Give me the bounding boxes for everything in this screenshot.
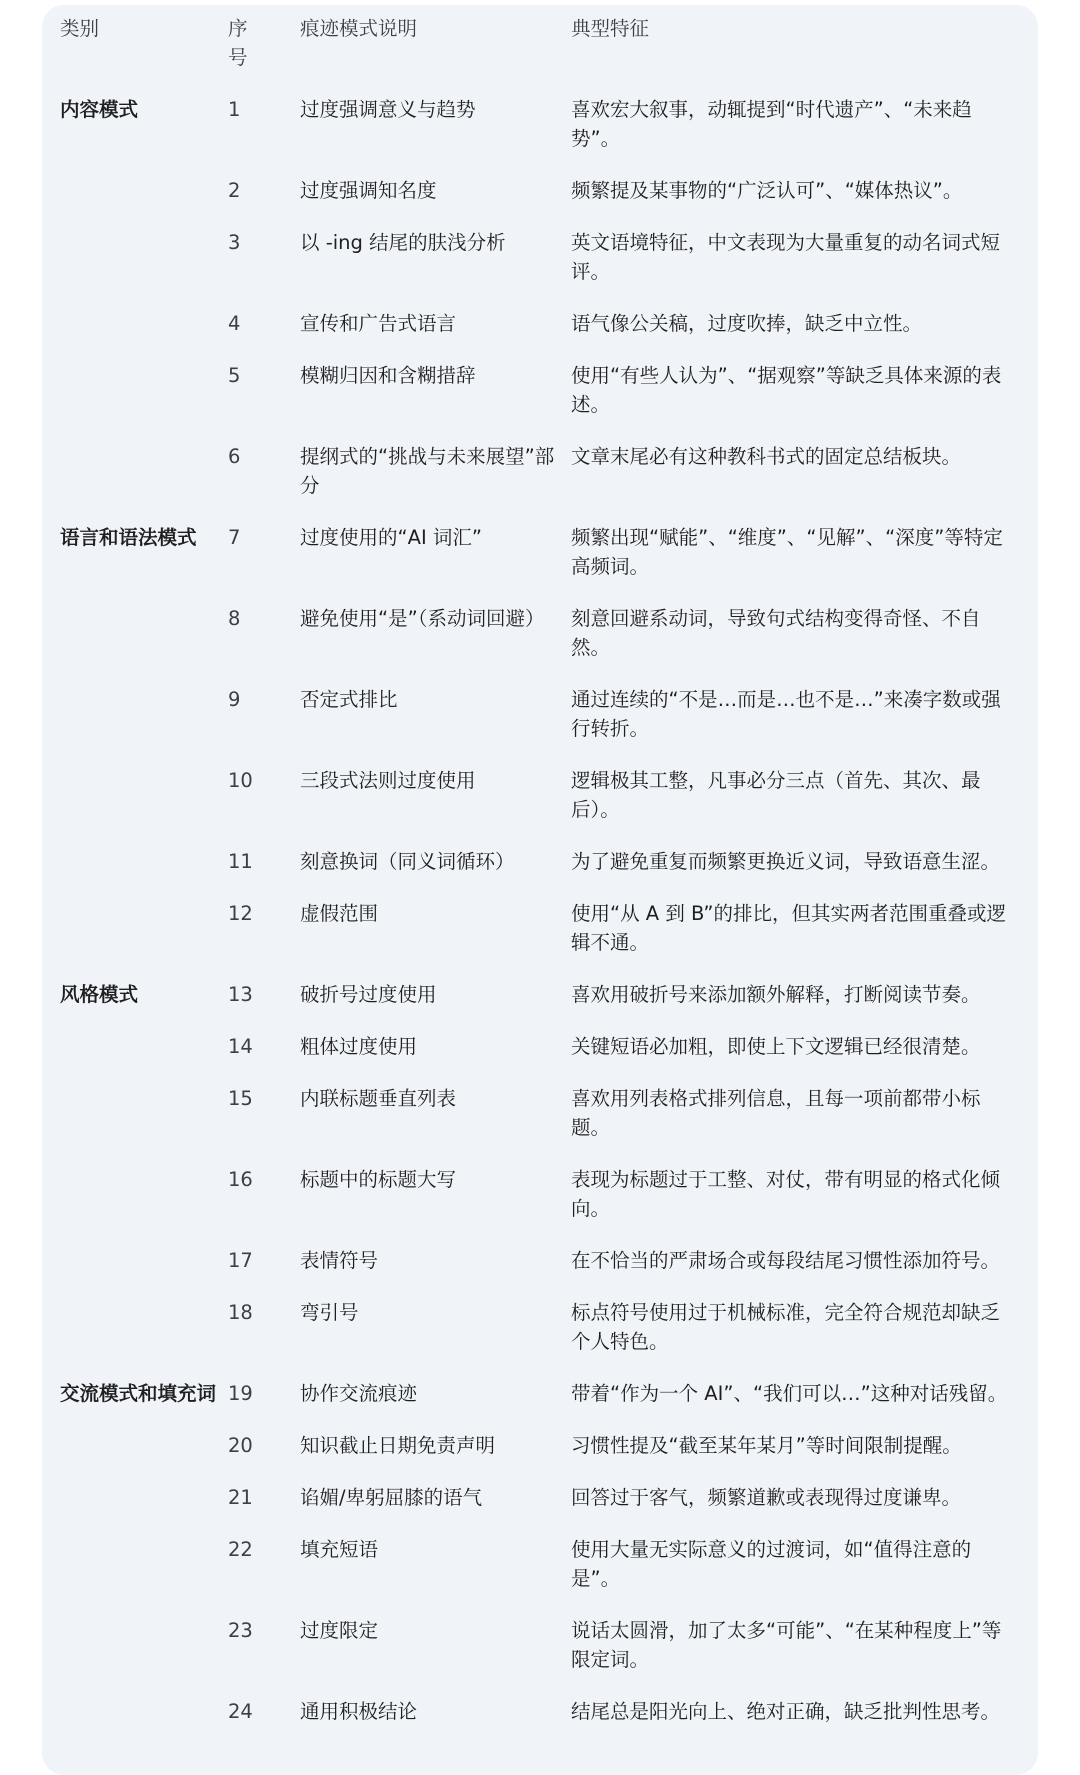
cell-category: 风格模式 <box>60 983 139 1006</box>
table-row <box>60 1535 1020 1616</box>
cell-feature: 刻意回避系动词，导致句式结构变得奇怪、不自然。 <box>571 607 981 659</box>
cell-category <box>60 685 228 766</box>
cell-feature: 通过连续的“不是…而是…也不是…”来凑字数或强行转折。 <box>571 688 1001 740</box>
header-number: 序号 <box>228 17 248 69</box>
cell-feature: 逻辑极其工整，凡事必分三点（首先、其次、最后）。 <box>571 769 981 821</box>
table-row <box>60 980 1020 1032</box>
cell-pattern: 提纲式的“挑战与未来展望”部分 <box>300 445 555 497</box>
cell-pattern: 三段式法则过度使用 <box>300 769 476 792</box>
cell-feature: 使用“从 A 到 B”的排比，但其实两者范围重叠或逻辑不通。 <box>571 902 1006 954</box>
cell-feature: 为了避免重复而频繁更换近义词，导致语意生涩。 <box>571 850 1001 873</box>
table-row <box>60 1246 1020 1298</box>
cell-pattern: 宣传和广告式语言 <box>300 312 457 335</box>
header-feature: 典型特征 <box>571 17 650 40</box>
cell-pattern: 过度强调意义与趋势 <box>300 98 476 121</box>
cell-number: 24 <box>228 1700 253 1723</box>
cell-category <box>60 1298 228 1379</box>
cell-number: 7 <box>228 526 241 549</box>
cell-pattern: 谄媚/卑躬屈膝的语气 <box>300 1486 483 1509</box>
cell-feature: 喜欢用列表格式排列信息，且每一项前都带小标题。 <box>571 1087 981 1139</box>
cell-pattern: 内联标题垂直列表 <box>300 1087 457 1110</box>
cell-category <box>60 1084 228 1165</box>
cell-number: 2 <box>228 179 241 202</box>
cell-pattern: 粗体过度使用 <box>300 1035 418 1058</box>
table-row <box>60 176 1020 228</box>
cell-category <box>60 1483 228 1535</box>
cell-pattern: 弯引号 <box>300 1301 359 1324</box>
cell-number: 12 <box>228 902 253 925</box>
ai-trace-patterns-table <box>60 14 1020 1749</box>
cell-number: 19 <box>228 1382 253 1405</box>
table-row <box>60 1084 1020 1165</box>
cell-feature: 使用“有些人认为”、“据观察”等缺乏具体来源的表述。 <box>571 364 1002 416</box>
cell-feature: 喜欢用破折号来添加额外解释，打断阅读节奏。 <box>571 983 981 1006</box>
cell-category <box>60 1535 228 1616</box>
cell-feature: 在不恰当的严肃场合或每段结尾习惯性添加符号。 <box>571 1249 1001 1272</box>
cell-number: 4 <box>228 312 241 335</box>
cell-pattern: 过度限定 <box>300 1619 379 1642</box>
cell-category <box>60 899 228 980</box>
cell-number: 8 <box>228 607 241 630</box>
cell-feature: 回答过于客气，频繁道歉或表现得过度谦卑。 <box>571 1486 962 1509</box>
table-row <box>60 309 1020 361</box>
table-row <box>60 1165 1020 1246</box>
table-row <box>60 899 1020 980</box>
cell-category <box>60 309 228 361</box>
cell-category <box>60 176 228 228</box>
header-row <box>60 14 1020 95</box>
cell-pattern: 标题中的标题大写 <box>300 1168 457 1191</box>
cell-category <box>60 361 228 442</box>
cell-pattern: 模糊归因和含糊措辞 <box>300 364 476 387</box>
cell-number: 9 <box>228 688 241 711</box>
cell-category <box>60 604 228 685</box>
cell-feature: 频繁提及某事物的“广泛认可”、“媒体热议”。 <box>571 179 963 202</box>
header-category: 类别 <box>60 17 100 40</box>
cell-number: 13 <box>228 983 253 1006</box>
cell-number: 5 <box>228 364 241 387</box>
cell-pattern: 填充短语 <box>300 1538 379 1561</box>
cell-feature: 习惯性提及“截至某年某月”等时间限制提醒。 <box>571 1434 962 1457</box>
table-row <box>60 1379 1020 1431</box>
cell-number: 11 <box>228 850 253 873</box>
table-row <box>60 361 1020 442</box>
cell-pattern: 过度使用的“AI 词汇” <box>300 526 482 549</box>
cell-number: 21 <box>228 1486 253 1509</box>
cell-pattern: 否定式排比 <box>300 688 398 711</box>
cell-category <box>60 1616 228 1697</box>
cell-pattern: 刻意换词（同义词循环） <box>300 850 515 873</box>
cell-category: 语言和语法模式 <box>60 526 197 549</box>
table-row <box>60 442 1020 523</box>
table-row <box>60 685 1020 766</box>
cell-pattern: 表情符号 <box>300 1249 379 1272</box>
cell-number: 18 <box>228 1301 253 1324</box>
cell-category <box>60 766 228 847</box>
cell-number: 17 <box>228 1249 253 1272</box>
cell-number: 3 <box>228 231 241 254</box>
cell-number: 6 <box>228 445 241 468</box>
cell-number: 22 <box>228 1538 253 1561</box>
cell-feature: 带着“作为一个 AI”、“我们可以…”这种对话残留。 <box>571 1382 1008 1405</box>
table-header <box>60 14 1020 95</box>
table-row <box>60 1483 1020 1535</box>
cell-number: 16 <box>228 1168 253 1191</box>
table-row <box>60 228 1020 309</box>
cell-feature: 喜欢宏大叙事，动辄提到“时代遗产”、“未来趋势”。 <box>571 98 972 150</box>
cell-feature: 频繁出现“赋能”、“维度”、“见解”、“深度”等特定高频词。 <box>571 526 1003 578</box>
cell-pattern: 通用积极结论 <box>300 1700 418 1723</box>
table-row <box>60 1697 1020 1749</box>
table-row <box>60 523 1020 604</box>
cell-pattern: 避免使用“是”（系动词回避） <box>300 607 545 630</box>
table-row <box>60 1431 1020 1483</box>
cell-pattern: 过度强调知名度 <box>300 179 437 202</box>
cell-category <box>60 1697 228 1749</box>
table-row <box>60 847 1020 899</box>
cell-number: 15 <box>228 1087 253 1110</box>
cell-category <box>60 1431 228 1483</box>
cell-category: 交流模式和填充词 <box>60 1382 217 1405</box>
cell-feature: 结尾总是阳光向上、绝对正确，缺乏批判性思考。 <box>571 1700 1001 1723</box>
table-row <box>60 1032 1020 1084</box>
cell-category <box>60 442 228 523</box>
cell-pattern: 协作交流痕迹 <box>300 1382 418 1405</box>
cell-number: 1 <box>228 98 241 121</box>
cell-pattern: 知识截止日期免责声明 <box>300 1434 496 1457</box>
cell-pattern: 破折号过度使用 <box>300 983 437 1006</box>
header-pattern: 痕迹模式说明 <box>300 17 418 40</box>
cell-feature: 表现为标题过于工整、对仗，带有明显的格式化倾向。 <box>571 1168 1001 1220</box>
table-row <box>60 95 1020 176</box>
cell-category <box>60 1165 228 1246</box>
cell-feature: 使用大量无实际意义的过渡词，如“值得注意的是”。 <box>571 1538 972 1590</box>
cell-category <box>60 1032 228 1084</box>
cell-number: 20 <box>228 1434 253 1457</box>
cell-pattern: 虚假范围 <box>300 902 379 925</box>
cell-category <box>60 1246 228 1298</box>
cell-feature: 英文语境特征，中文表现为大量重复的动名词式短评。 <box>571 231 1001 283</box>
cell-feature: 说话太圆滑，加了太多“可能”、“在某种程度上”等限定词。 <box>571 1619 1002 1671</box>
cell-number: 23 <box>228 1619 253 1642</box>
table-row <box>60 1298 1020 1379</box>
table-row <box>60 604 1020 685</box>
cell-feature: 标点符号使用过于机械标准，完全符合规范却缺乏个人特色。 <box>571 1301 1001 1353</box>
cell-feature: 关键短语必加粗，即使上下文逻辑已经很清楚。 <box>571 1035 981 1058</box>
cell-feature: 文章末尾必有这种教科书式的固定总结板块。 <box>571 445 962 468</box>
cell-category: 内容模式 <box>60 98 139 121</box>
cell-feature: 语气像公关稿，过度吹捧，缺乏中立性。 <box>571 312 923 335</box>
table-row <box>60 766 1020 847</box>
table-body <box>60 95 1020 1749</box>
cell-number: 10 <box>228 769 253 792</box>
table-row <box>60 1616 1020 1697</box>
cell-pattern: 以 -ing 结尾的肤浅分析 <box>300 231 506 254</box>
cell-category <box>60 847 228 899</box>
cell-category <box>60 228 228 309</box>
cell-number: 14 <box>228 1035 253 1058</box>
